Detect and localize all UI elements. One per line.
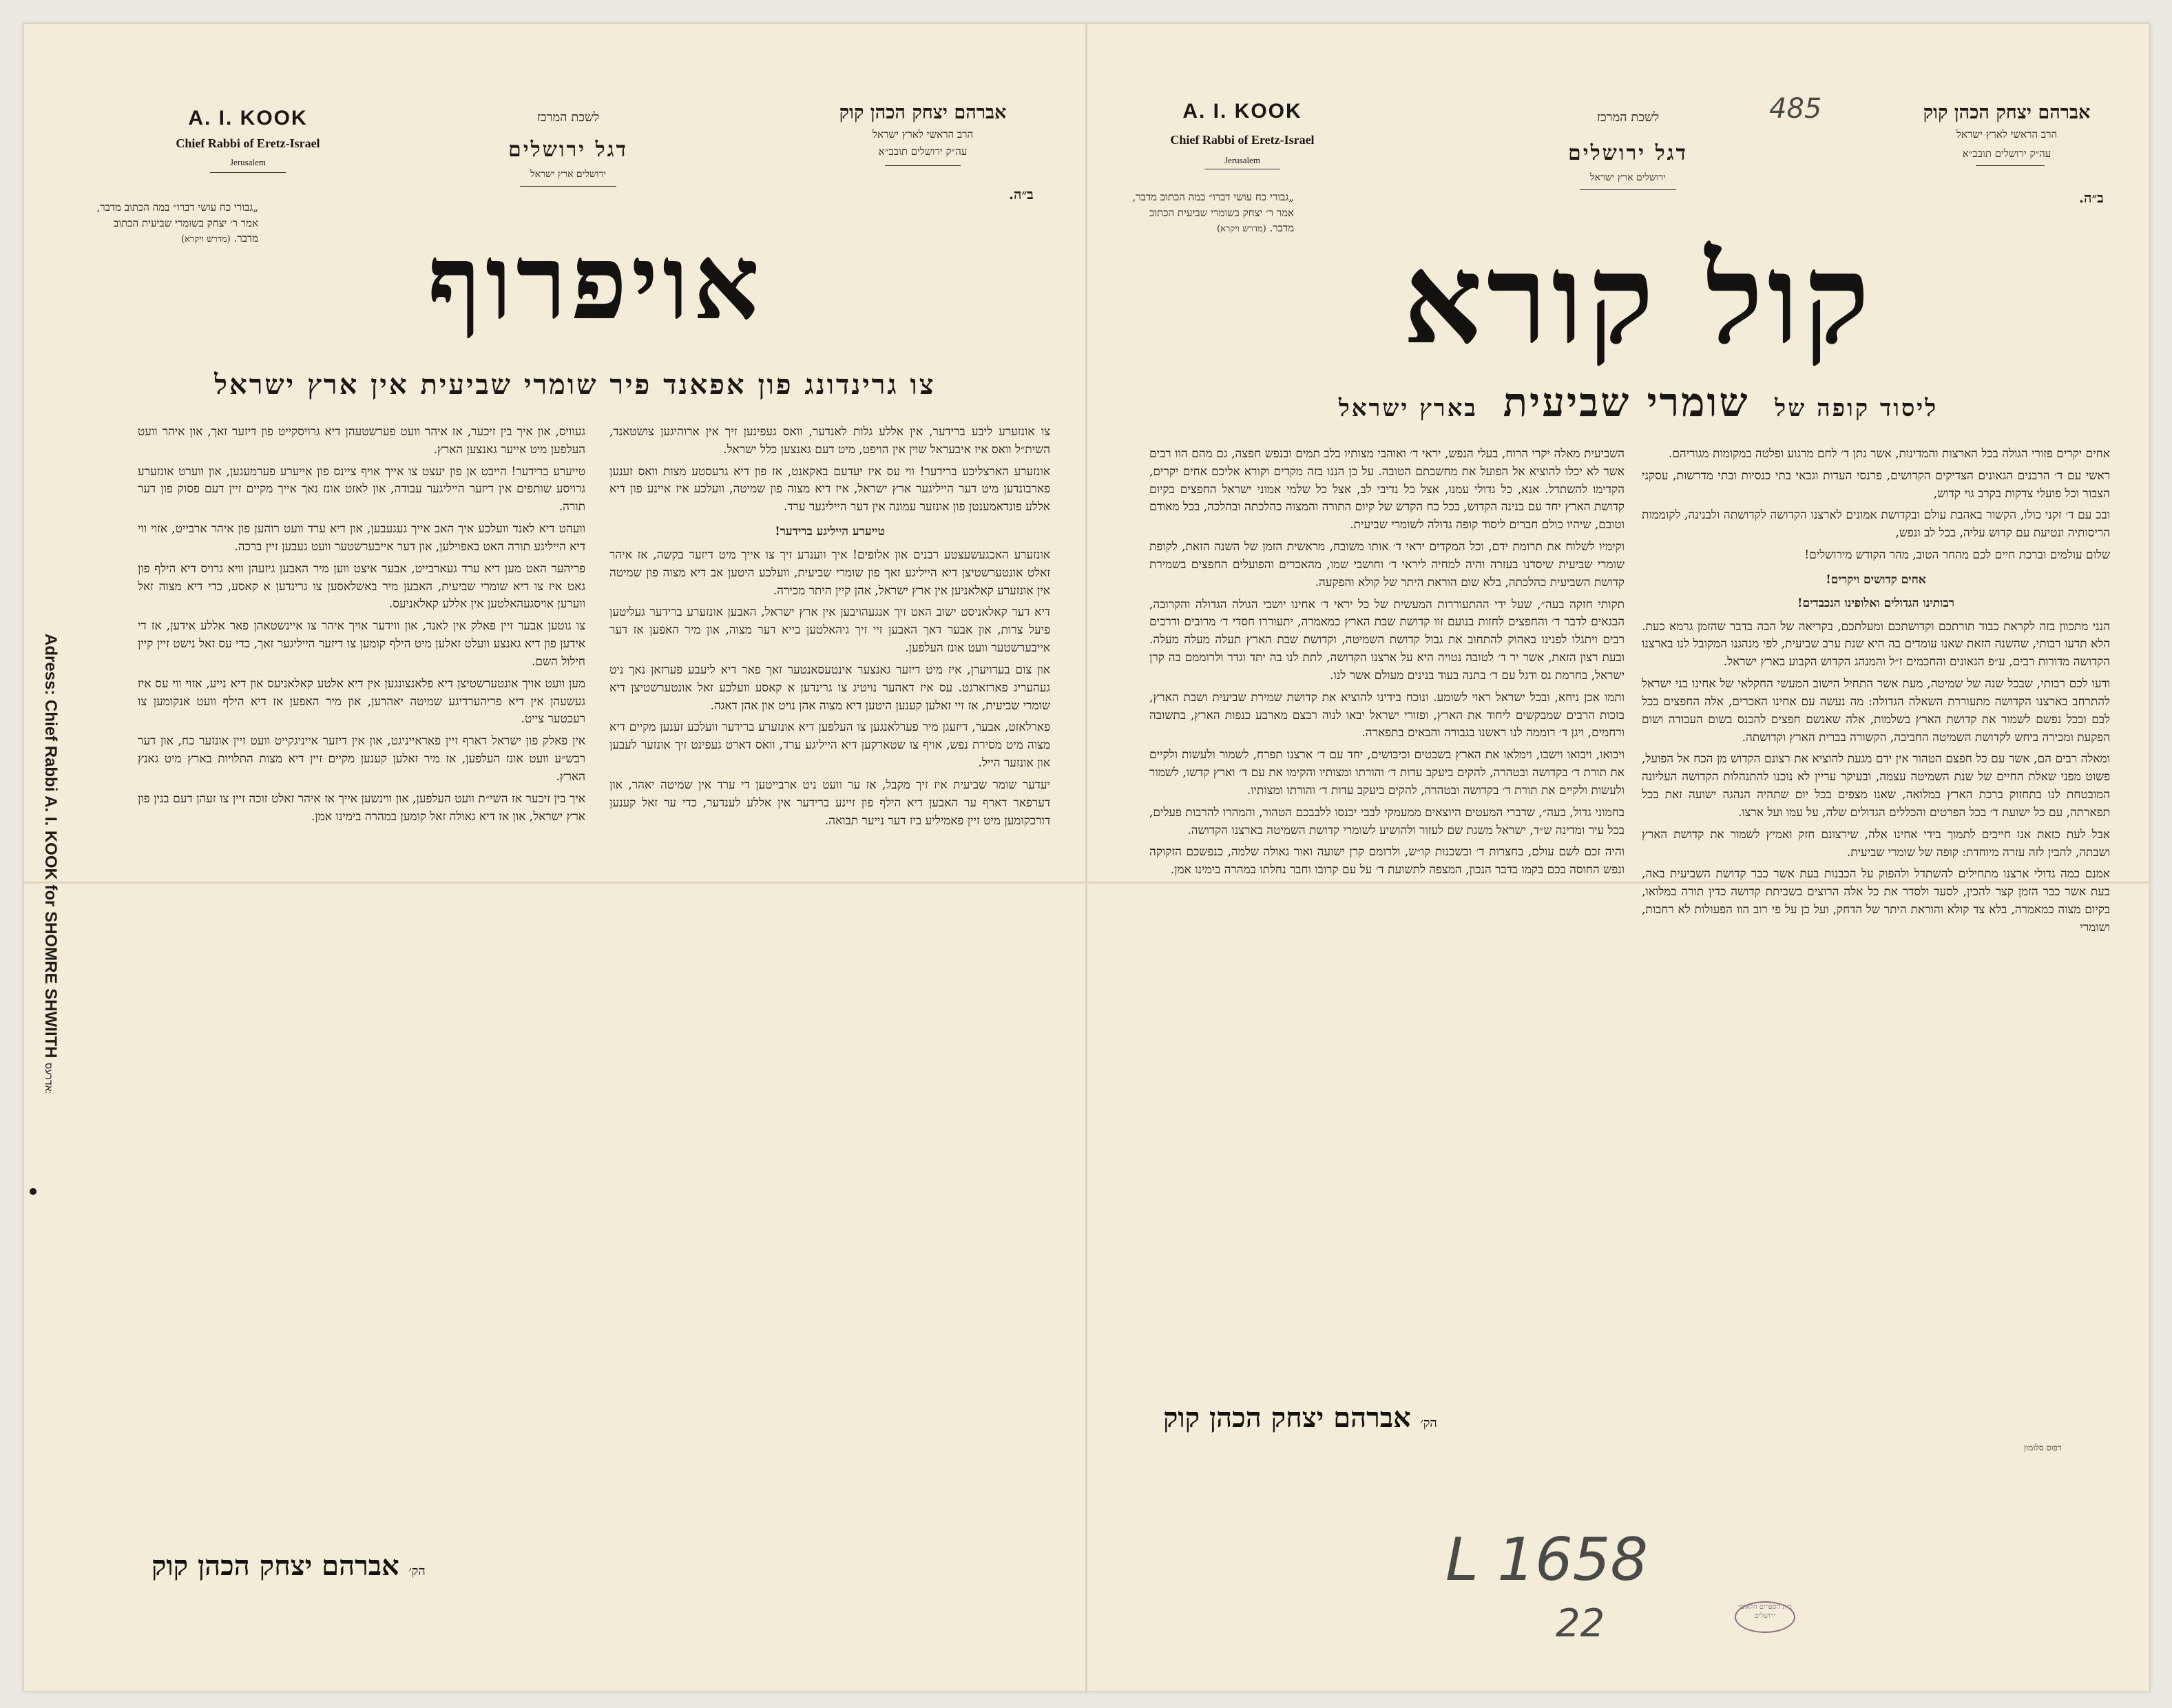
paragraph: שלום עולמים וברכת חיים לכם מהחר הטוב, מהר הקודש מירושלים! [1804,548,2110,563]
paragraph: וקימיו לשלוח את תרומת ידם, וכל המקדים יראי ד׳ אותו משובח, מראשית הזמן של השנה הזאת, לקופת שומרי שביעית שיסדנו בעזרה והיה למחיה ליראי ד׳ וחושבי שמו, מהאכרים והפועלים החפצים בשמירת קדושת השביעית כהלכתה, בלא שום הוראת היתר של קולא והפקעה. [1149,540,1625,590]
paragraph: ובכ עם ד׳ זקני כולו, הקשור באהבת עולם ובקדושת אמונים לארצנו הקדושה לקדושתה ולבנינה, לקוממות הריסותיה ונטיעת עם קדוש עליה, בכל לב ונפש, [1642,508,2110,541]
paragraph: איך בין זיכער אז השי״ת וועט העלפען, און ווינשען אייך אז איהר זאלט זוכה זיין צו זעהן דעם בנין פון ארץ ישראל, און אז דיא גאולה זאל קומען במהרה בימינו אמן. [138,791,585,824]
paragraph: געוויס, און איך בין זיכער, אז איהר וועט פערשטעהן דיא גרויסקייט פון דיזער זאך, און איהר וועט העלפען מיט אייער גאנצען הארץ. [138,425,585,457]
paragraph: אחים יקרים פזורי הגולה בכל הארצות והמדינות, אשר נתן ד׳ לחם מרגוע ופלטה במקומות מגוריהם. [1668,447,2110,461]
paragraph: צו אונזערע ליבע ברידער, אין אללע גלות לאנדער, וואס געפינען זיך אין ארוהיגען צושטאנד, השית״ל וואס איז איבעראל שוין אין הויפט, מיט דעם גאנצען כלל ישראל. [609,425,1050,457]
paragraph: הנני מתכוון בזה לקראת כבוד תורתכם וקדושתכם ומעלתכם, בקריאה של הבה בדבר שהזמן גרמא כעת. הלא תדעו רבותי, שהשנה הזאת שאנו עומדים בה היא שנת ערב שביעית, לפי מנהגנו המקובל לנו בארצנו הקדושה מדורות רבים, ע״פ הגאונים והחכמים ז״ל והמנהג הקדוש הקבוע בארץ ישראל. [1642,619,2110,669]
signature-name: אברהם יצחק הכהן קוק [1163,1402,1411,1434]
punch-hole [30,1188,36,1195]
letterhead-center-sub: ירושלים ארץ ישראל [1590,172,1666,183]
letterhead-hebrew-name: אברהם יצחק הכהן קוק [839,102,1007,123]
paragraph: ראשי עם ד׳ הרבנים הגאונים הצדיקים הקדושים, פרנסי העדות וגבאי בתי כנסיות ובתי מדרשות, עסקני הצבור וכל פועלי צדקות בקרב גוי קדוש, [1642,468,2110,501]
section-heading: אחים קדושים ויקרים! [1826,572,1926,587]
bh-mark: ב״ה. [1009,186,1034,202]
letterhead-center-top: לשכת המרכז [1596,110,1660,125]
paragraph: צו גוטען אבער זיין פאלק אין לאנד, און ווידער אויך איהר צו איינשטאהן פאר אללע אידען, אז די אידען פון דיא גאנצע וועלט זאלען מיט הילף קומען צו דיזער הייליגער זאך, כדי עס זאל נישט זיין קיין חילול השם. [138,619,585,669]
paragraph: מען וועט אויך אונטערשטיצן דיא פלאנצונגען אין דיא אלטע קאלאניעס און דיא נייע, אזוי ווי עס איז געשעהן אין דיא פריהערדיגע שמיטה יאהרען, און מיר האפען אז דיא הילף וועט אנקומען צו רעכטער צייט. [138,676,585,727]
poster-sheet [23,23,2150,1691]
letterhead-hebrew-city: עה״ק ירושלים תובב״א [1962,147,2051,160]
paragraph: טייערע ברידער! הייבט אן פון יעצט צו אייך אויף ציינס פון אייערע פערמעגען, און ווערט אונזערע גרויסע שותפים אין דיזער הייליגער עבודה, און לאזט אונז נאך אייך מקיים זיין דעם פסוק פון דער תורה. [138,464,585,514]
text-column-right [609,424,1050,1615]
signature-name: אברהם יצחק הכהן קוק [152,1550,399,1582]
subtitle-pre: ליסוד קופה של [1775,395,1939,422]
letterhead-english-name: A. I. KOOK [1182,100,1302,123]
paragraph: פארלאזט, אבער, דיזעגן מיר פערלאנגען צו העלפען דיא אונזערע ברידער וועלכע זענען מקיים דיא מצוה מיט מסירת נפש, אויף צו שטארקען דיא הייליגע ערד, וואס דארט געפינט זיך אונזער לעבען און אונזער הייל. [609,720,1050,771]
paragraph: והיה זכם לשם עולם, בחצרות ד׳ ובשכנות קו״ש, ולרומם קרן ישועה ואור גאולה שלמה, כנפשכם הזקוקה ונפש החוסה בכם בקמו בדבר הנכון, המצפה לתשועת ד׳ על עם קרובו וחבר נחלתו במהרה בימינו אמן. [1149,845,1625,877]
paragraph: פריהער האט מען דיא ערד געארבייט, אבער איצט ווען מיר האבען גיזעהן וויא גרויס דיא הילף פון גאט איז צו דיא שומרי שביעית, האבען מיר באשלאסען צו גרינדען א קאסע, כדי דיא מצוה זאל ווערען אויסגעהאלטען אין אללע קאלאניעס. [138,561,585,612]
subtitle-post: בארץ ישראל [1338,395,1478,422]
paragraph: וועהט דיא לאנד וועלכע איך האב אייך געגעבען, און דיא ערד וועט רוהען פון איהר ארבייט, אזוי ווי דיא הייליגע תורה האט באפוילען, און דער אייבערשטער וועט געבען זיין ברכה. [138,522,585,554]
yiddish-panel [24,24,1085,1691]
signature [1163,1402,1437,1434]
library-stamp-text: בית הספרים הלאומי ירושלים [1738,1603,1792,1620]
letterhead-center-org: דגל ירושלים [508,138,628,162]
midrash-quote-text: „גבורי כח עושי דברו״ במה הכתוב מדבר, אמר ר׳ יצחק בשומרי שביעית הכתוב מדבר. [1132,191,1294,234]
letterhead-english-city: Jerusalem [1224,155,1260,165]
poster-title: קול קורא [1403,227,1874,372]
text-column-right [1642,446,2110,1458]
letterhead-hebrew-title: הרב הראשי לארץ ישראל [872,128,974,140]
paragraph: און צום בעדויערן, איז מיט דיזער גאנצער אינטעסאנטער זאך פאר דיא ליעבע פערזאן נאך ניט געהעריג פארזארגט. עס איז דאהער נויטיג צו גרינדען א קאסע וועלכע זאל אונטערשטיצן דיא שומרי שביעית, אז זיי זאלען קענען היטען דיא מצוה אהן נויט און אהן דאגה. [609,663,1050,713]
signature-prefix: הק׳ [408,1564,426,1579]
paragraph: בחמוני גדול, בעה״, שדברי המעטים היוצאים ממעמקי לבבי יכנסו ללבבכם הטהור, והמהרו להרבות פעלים, בכל עיר ומדינה ש״ד, ישראל משגת שם לעזור ולהושיע לשומרי קדושת השמיטה בארצנו הקדושה. [1149,805,1625,837]
letterhead-rule [520,186,616,187]
hebrew-panel [1087,24,2149,1691]
paragraph: ויבואו, ויבואו וישבו, וימלאו את הארץ בשבטים וכיבושים, יחד עם ד׳ ארצנו תפרח, לשמור ולעשות ולקיים את תורת ד׳ בקדושה ובטהרה, להקים ביעקב עדות ד׳ והורתו ומצותיו והקימו את עם ד׳ וארץ קדשו, לשמור ולעשות ולקיים את תורת ד׳ בקדושה ובטהרה, להקים ביעקב עדות ד׳ והורתו ומצותיו. [1149,748,1625,798]
letterhead-hebrew-name: אברהם יצחק הכהן קוק [1923,102,2091,123]
paragraph: השביעית מאלה יקרי הרוח, בעלי הנפש, יראי ד׳ ואוהבי מצותיו בלב תמים ובנפש חפצה, גם מהם הוו רבים אשר לא יכלו להוציא אל הפועל את מחשבתם הטובה. על כן הננו בזה מקדים וקורא אליכם אחים יקרים, הקדימו להשתדל. אנא, כל גדולי עמנו, אצל כל נדיבי לב, אצל כל שלמי אמוני ישראל החפצים בקיום קדושת הארץ יחד עם בנינה הקדוש, בכל כח הקדש של קיום התורה והמצוה כהלכתה ובהלכה, בכל מאודם וטובם, שיהיו כולם חברים ליסוד קופה גדולה לשומרי שביעית. [1149,447,1625,532]
letterhead-center-org: דגל ירושלים [1568,141,1688,165]
printer-mark: דפוס סלומון [2024,1443,2062,1452]
letterhead-rule [210,172,286,173]
signature-prefix: הק׳ [1420,1416,1437,1430]
handwritten-shelfmark: L 1658 [1445,1525,1649,1594]
letterhead-hebrew-title: הרב הראשי לארץ ישראל [1956,128,2058,140]
paragraph: אונזערע האכגעשעצטע רבנים און אלופים! איך ווענדע זיך צו אייך מיט דיזער בקשה, אז איהר זאלט אונטערשטיצן דיא הייליגע זאך פון שומרי שביעית, וועלכע היטען אב דיא מצוה פון שמיטה אין אונזערע קאלאניען אין ארץ ישראל, אהן קיין היתר מכירה. [609,548,1050,598]
paragraph: אבל לעת כזאת אנו חייבים לתמוך בידי אחינו אלה, שירצונם חזק ואמיץ לשמור את קדושת הארץ ושבתה, להבין לזה עזרה מיוחדת: קופה של שומרי שביעית. [1642,827,2110,860]
letterhead-english-city: Jerusalem [230,157,266,167]
text-column-left [138,424,585,1505]
paragraph: דיא דער קאלאניסט ישוב האט זיך אנגעהויבען אין ארץ ישראל, האבען אונזערע ברידער געליטען פיעל צרות, און אבער דאך האבען זיי זיך גיהאלטען בייא דער מצוה, און מיר האפען אז דער אייבערשטער וועט אונז העלפען. [609,605,1050,656]
letterhead-english-title: Chief Rabbi of Eretz-Israel [176,136,320,150]
handwritten-page-number: 485 [1769,93,1822,125]
side-address [41,634,60,1094]
poster-title: אויפרוף [428,222,764,343]
subtitle-main: שומרי שביעית [1503,379,1750,426]
midrash-quote-source: (מדרש ויקרא) [181,234,231,244]
poster-subtitle: צו גרינדונג פון אפאנד פיר שומרי שביעית אין ארץ ישראל [214,368,936,401]
signature [152,1550,426,1582]
letterhead-center-top: לשכת המרכז [536,110,600,125]
paragraph: תקותי חזקה בעה״, שעל ידי ההתעוררות המעשית של כל יראי ד׳ אחינו יושבי הגולה הגדולה והקרובה, הבגאים לדבר ד׳ והחפצים לחזות בנועם זוו קדושת שבת הארץ כמאמרה, יתעוררו חסדי ד׳ מרובים ודרכים רבים ויתגלו לפנינו באהוק להתחוב את גבול קדושת השמיטה, וקדושת שבת הארץ תעלה מעלה מעלה. ובעת רצון הזאת, אשר יר ד׳ לטובה נטויה היא על ארצנו הקדושה, לתת לנו בה יתד וגדר ולרוממם בה קרן ישראל, בחרמת נס ודגל עם ד׳ בתנה בעוד בנינים מעולם אשר לנו. [1149,597,1625,683]
letterhead-rule [1976,165,2045,166]
paragraph: ומאלה רבים הם, אשר עם כל חפצם הטהור אין ידם מגעת להוציא את רצונם הקדוש מן הכח אל הפועל, פשוט מפני שאלת החיים של שנת השמיטה עצמה, ובעיקר עריין לא נוכנו להתנהלות הקדושה העליונה המובטחת לנו בתחזוק ברכת הארץ במלואה, שאנו מצפים בכל יום שתהיה הנהגה ישועה זאת בכל תפארתה, עם כל ישועת ד׳ בכל הפרטים והכללים הגדולים שלה, על עמו ועל ארצו. [1642,752,2110,820]
poster-subtitle [1177,379,2100,426]
paragraph: יעדער שומר שביעית איז זיך מקבל, אז ער וועט ניט ארבייטען די ערד אין שמיטה יאהר, און דערפאר דארף ער האבען דיא הילף פון זיינע ברידער אין אללע לענדער, כדי ער זאל קענען דורכקומען מיט זיין פאמיליע ביז דער נייער תבואה. [609,778,1050,828]
bh-mark: ב״ה. [2079,189,2104,206]
side-address-hebrew: אדרעס: [43,1063,54,1094]
letterhead-rule [1580,189,1676,190]
midrash-quote-text: „גבורי כח עושי דברו״ במה הכתוב מדבר, אמר ר׳ יצחק בשומרי שביעית הכתוב מדבר. [96,201,258,244]
section-heading: טייערע הייליגע ברידער! [775,525,885,539]
midrash-quote-source: (מדרש ויקרא) [1217,224,1266,234]
letterhead-rule [885,165,961,166]
letterhead-center-sub: ירושלים ארץ ישראל [530,169,606,180]
section-heading: רבותינו הגדולים ואלופינו הנכבדים! [1797,596,1954,610]
paragraph: אמנם כמה גדולי ארצנו מתחילים להשתדל ולהפוק על הכבנות בעת אשר כבר קדושת השביעית באה, בעת אשר כבר הזמן קצר להכין, לסעד ולסדר את כל אלה הרוצים בשביתת קדושה כדין תורה במלואו, בקיום מצוה כמאמרה, בלא צד קולא והוראת היתר של הדחק, ועל כן על פי רוב הוו הפעולות לא רחבות, ושומרי [1642,867,2110,935]
letterhead-english-title: Chief Rabbi of Eretz-Israel [1170,133,1315,147]
paragraph: ותמו אכן ניחא, ובכל ישראל ראוי לשומע. ונוכח בידינו להוציא את קדושת שמירת שביעית ושבת הארץ, בזכות הרבים שמבקשים ליחוד את הארץ, ופזורי ישראל יבאו לנוה רבצם מארבע כנפות הארץ, בתשובה ורחמים, ויגן ד׳ רוממה לנו ראשנו בגבורה והבאים בתפארה. [1149,690,1625,740]
midrash-quote [1129,189,1294,236]
paragraph: אין פאלק פון ישראל דארף זיין פאראייניגט, און אין דיזער אייניגקייט וועט זיין אונזער כח, און דער רבש״ע וועט אונז העלפען, אז מיר זאלען קענען מקיים זיין דיא מצות התלויות בארץ מיט גאנץ הארץ. [138,734,585,784]
handwritten-number: 22 [1556,1601,1605,1646]
midrash-quote [93,200,258,247]
text-column-left [1149,446,1625,1389]
letterhead-english-name: A. I. KOOK [188,107,308,129]
library-stamp [1735,1601,1795,1633]
paragraph: אונזערע הארצליכע ברידער! ווי עס איז יעדעם באקאנט, אז פון דיא גרעסטע מצות וואס זענען פארבונדען מיט דער הייליגער ארץ ישראל, איז דיא מצוה פון שמיטה, וועלכע איז איינע פון דיא אללע פונדאמענטן פון אונזער עמונה אין דער הייליגער ערד. [609,464,1050,514]
paragraph: ודעו לכם רבותי, שבכל שנה של שמיטה, מעת אשר התחיל הישוב המעשי החקלאי של אחינו בני ישראל להתרחב בארצנו הקדושה מתעוררת השאלה הגדולה: מה נעשה עם אחינו האכרים, אלה החפצים בכל לבם ובכל נפשם לשמור את קדושת הארץ בשלמות, אלה שאנשם חפצים להכנס בשום העבודה ושום הפקעת ומכירה ביחש לקדושת השמיטה החביבה, הקשורה בברית הארץ וקדושתה. [1642,677,2110,744]
side-address-text: Adress: Chief Rabbi A. I. KOOK for SHOMRE SHWIITH [41,634,60,1059]
letterhead-hebrew-city: עה״ק ירושלים תובב״א [878,145,968,158]
